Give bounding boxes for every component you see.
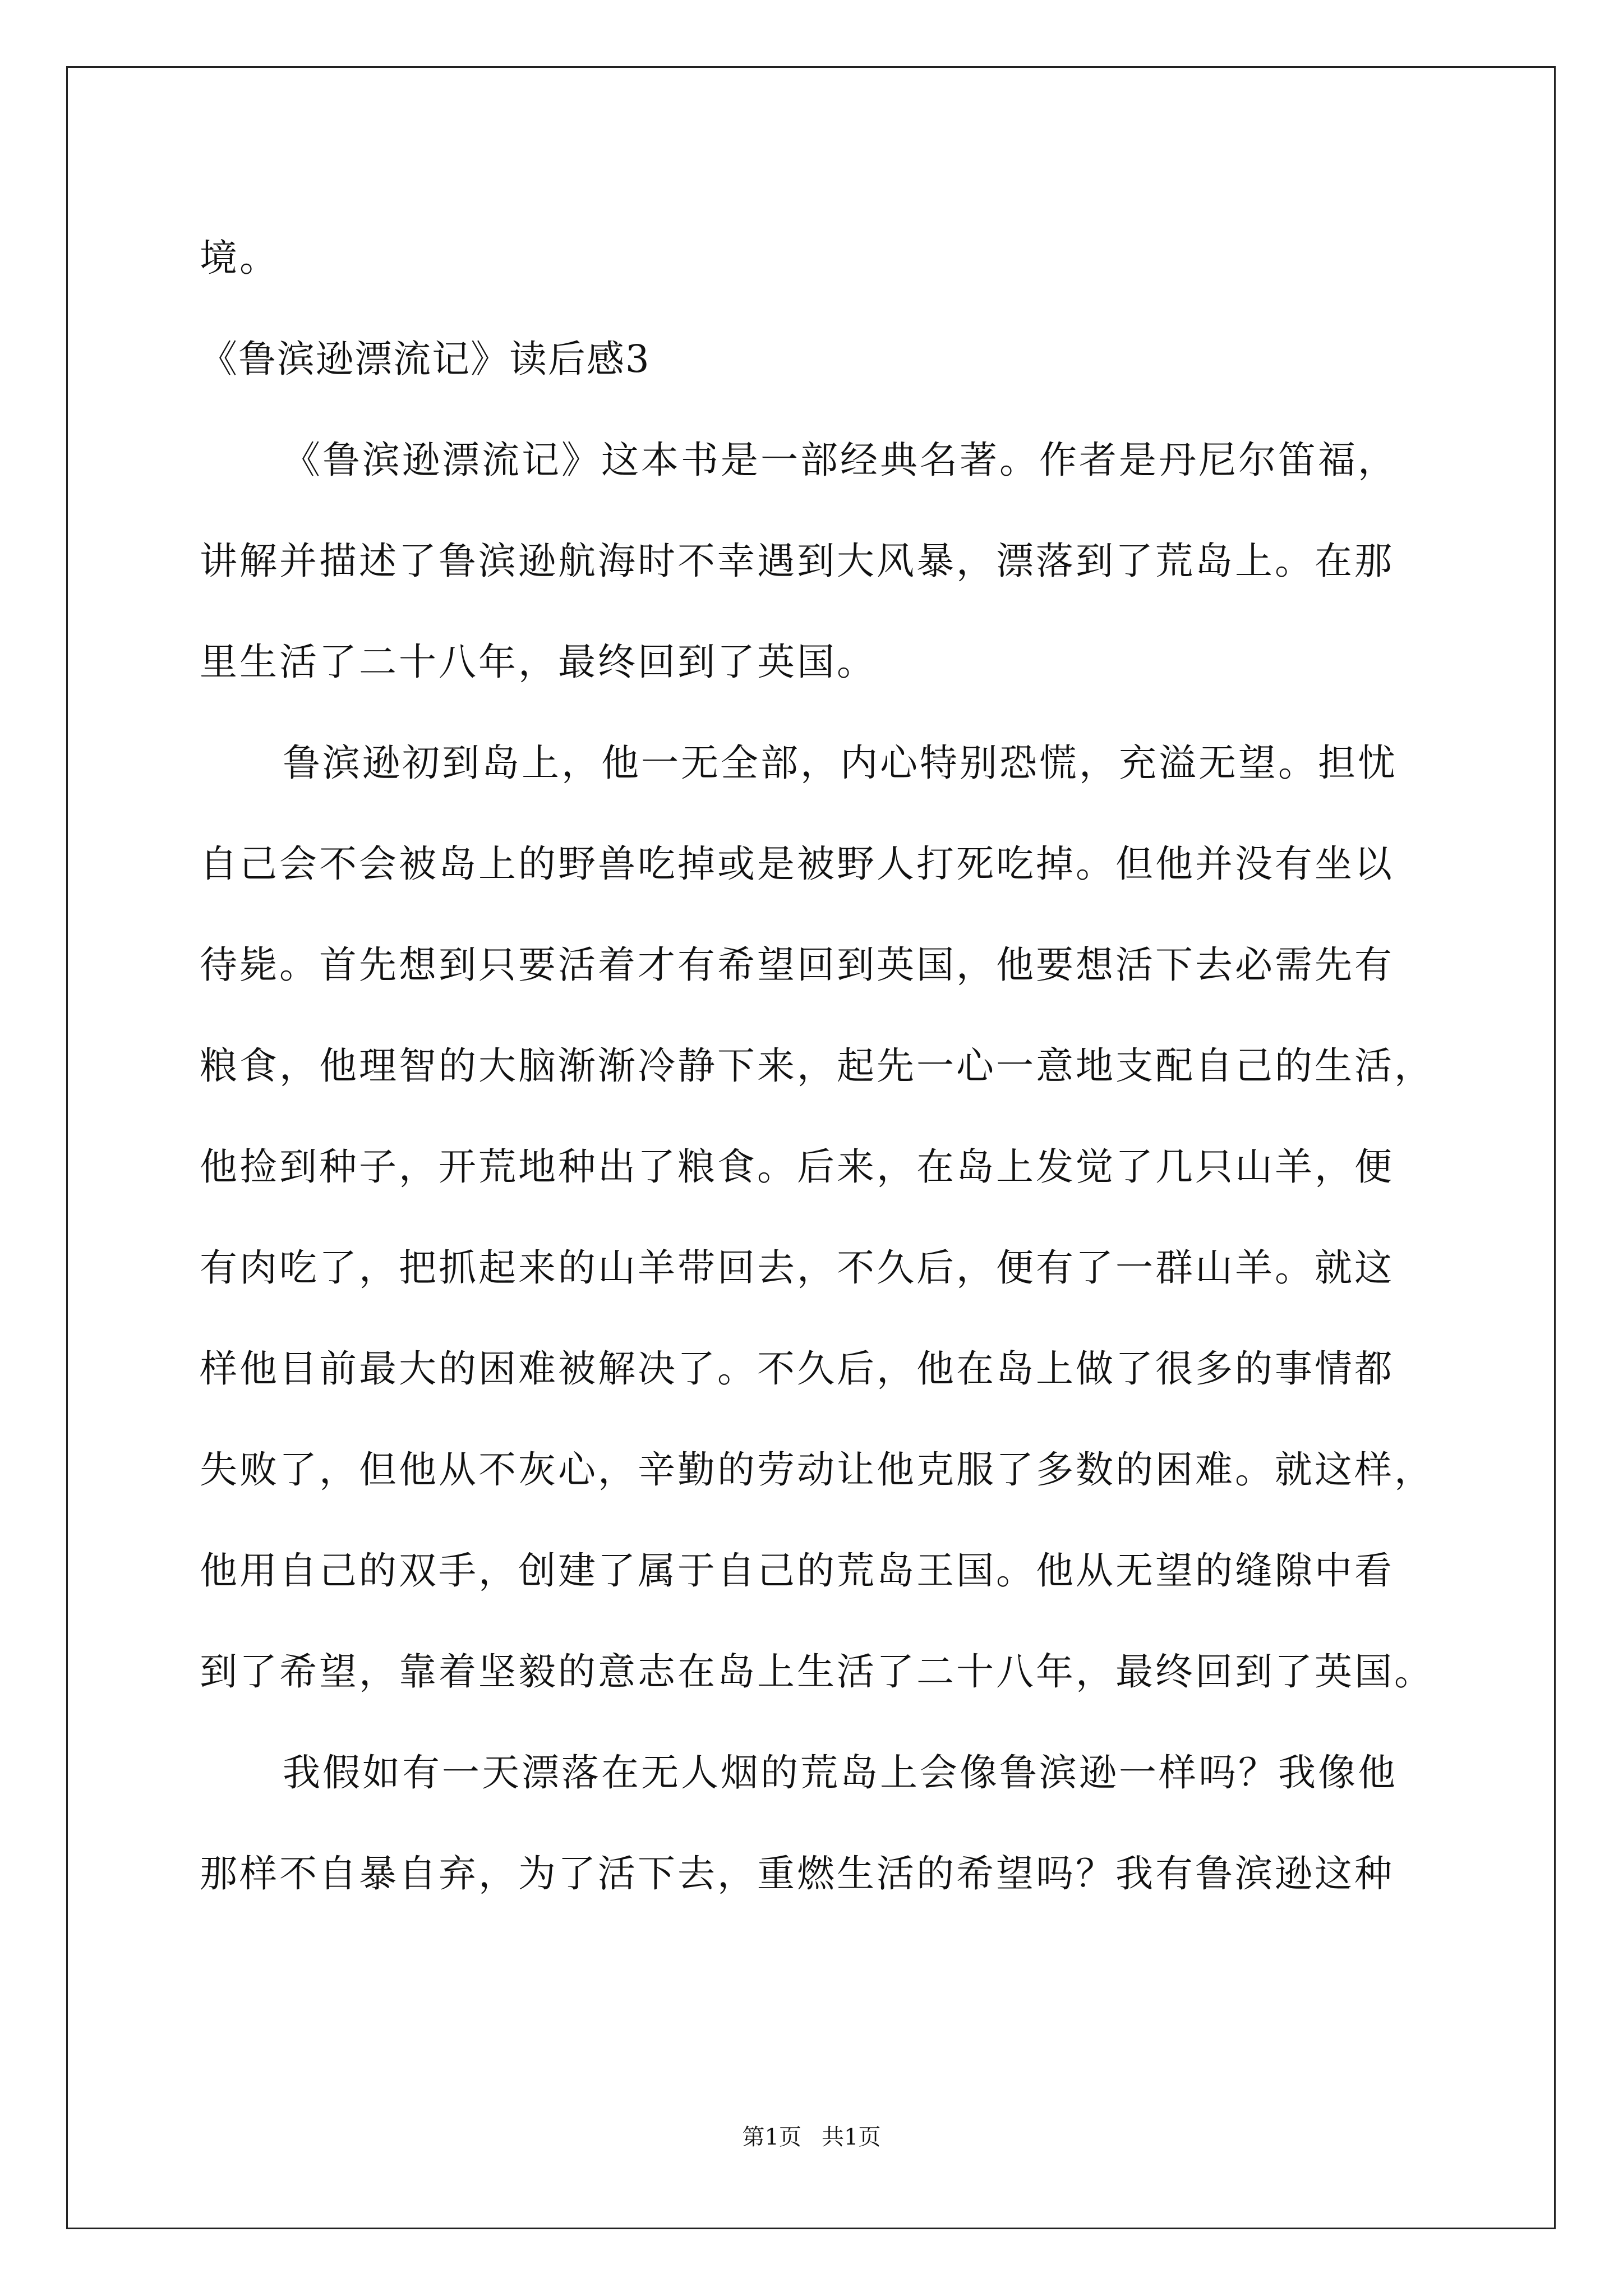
section-heading: 《鲁滨逊漂流记》读后感3 [200, 337, 651, 381]
paragraph-start: 我假如有一天漂落在无人烟的荒岛上会像鲁滨逊一样吗？我像他 [283, 1751, 1398, 1795]
text-line: 到了希望，靠着坚毅的意志在岛上生活了二十八年，最终回到了英国。 [200, 1650, 1434, 1694]
page-number: 第1页 [742, 2124, 801, 2150]
text-line: 他捡到种子，开荒地种出了粮食。后来，在岛上发觉了几只山羊，便 [200, 1145, 1394, 1189]
text-line: 样他目前最大的困难被解决了。不久后，他在岛上做了很多的事情都 [200, 1347, 1394, 1391]
page-total: 共1页 [822, 2124, 881, 2150]
text-line: 里生活了二十八年，最终回到了英国。 [200, 640, 877, 684]
text-line: 有肉吃了，把抓起来的山羊带回去，不久后，便有了一群山羊。就这 [200, 1246, 1394, 1290]
page-footer [0, 2123, 1623, 2151]
document-body [200, 208, 1434, 1924]
text-line: 失败了，但他从不灰心，辛勤的劳动让他克服了多数的困难。就这样， [200, 1448, 1434, 1492]
paragraph-start: 《鲁滨逊漂流记》这本书是一部经典名著。作者是丹尼尔笛福， [283, 438, 1398, 482]
paragraph-start: 鲁滨逊初到岛上，他一无全部，内心特别恐慌，充溢无望。担忧 [283, 741, 1398, 785]
text-line: 境。 [200, 236, 279, 280]
text-line: 自己会不会被岛上的野兽吃掉或是被野人打死吃掉。但他并没有坐以 [200, 842, 1394, 886]
text-line: 粮食，他理智的大脑渐渐冷静下来，起先一心一意地支配自己的生活， [200, 1044, 1434, 1088]
text-line: 那样不自暴自弃，为了活下去，重燃生活的希望吗？我有鲁滨逊这种 [200, 1852, 1394, 1895]
text-line: 讲解并描述了鲁滨逊航海时不幸遇到大风暴，漂落到了荒岛上。在那 [200, 539, 1394, 583]
text-line: 他用自己的双手，创建了属于自己的荒岛王国。他从无望的缝隙中看 [200, 1549, 1394, 1593]
text-line: 待毙。首先想到只要活着才有希望回到英国，他要想活下去必需先有 [200, 943, 1394, 987]
